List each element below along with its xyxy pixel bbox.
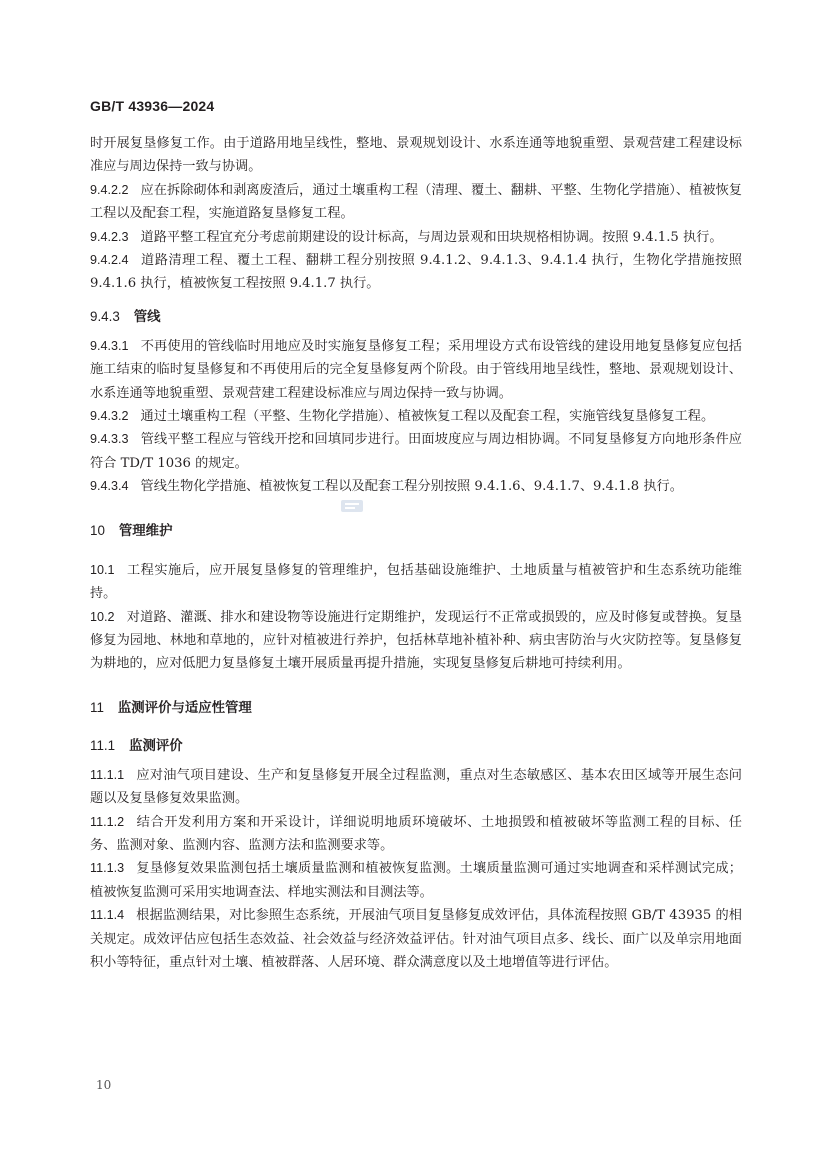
paragraph (90, 405, 742, 428)
paragraph (90, 811, 742, 858)
clause-text: 管理维护 (118, 522, 173, 538)
clause-text: 通过土壤重构工程（平整、生物化学措施）、植被恢复工程以及配套工程，实施管线复垦修复工程。 (140, 409, 715, 425)
clause-number: 9.4.3 (90, 308, 120, 324)
clause-number: 9.4.2.3 (90, 229, 129, 244)
clause-number: 11.1.2 (90, 814, 125, 829)
clause-number: 10.2 (90, 609, 115, 624)
clause-text: 时开展复垦修复工作。由于道路用地呈线性，整地、景观规划设计、水系连通等地貌重塑、景观营建工程建设标准应与周边保持一致与协调。 (90, 136, 742, 175)
clause-number: 9.4.3.2 (90, 409, 129, 424)
clause-number: 11.1.4 (90, 908, 125, 923)
clause-text: 管线 (133, 308, 161, 324)
standard-code: GB/T 43936—2024 (90, 98, 215, 114)
clause-text: 管线平整工程应与管线开挖和回填同步进行。田面坡度应与周边相协调。不同复垦修复方向地形条件应符合 TD/T 1036 的规定。 (90, 432, 742, 471)
subsection-heading (90, 736, 742, 756)
clause-number: 9.4.3.3 (90, 432, 129, 447)
clause-text: 根据监测结果，对比参照生态系统，开展油气项目复垦修复成效评估，具体流程按照 GB/T 43935 的相关规定。成效评估应包括生态效益、社会效益与经济效益评估。针对油气项目点多、线长、面广以及单宗用地面积小等特征，重点针对土壤、植被群落、人居环境、群众满意度以及土地增值等进行评估。 (90, 908, 742, 970)
paragraph (90, 335, 742, 405)
clause-text: 监测评价 (129, 737, 183, 753)
clause-number: 9.4.3.1 (90, 338, 129, 353)
clause-number: 10.1 (90, 562, 115, 577)
clause-text: 道路平整工程宜充分考虑前期建设的设计标高，与周边景观和田块规格相协调。按照 9.4.1.5 执行。 (140, 229, 723, 245)
clause-text: 对道路、灌溉、排水和建设物等设施进行定期维护，发现运行不正常或损毁的，应及时修复或替换。复垦修复为园地、林地和草地的，应针对植被进行养护，包括林草地补植补种、病虫害防治与火灾防控等。复垦修复为耕地的，应对低肥力复垦修复土壤开展质量再提升措施，实现复垦修复后耕地可持续利用。 (90, 609, 742, 672)
paragraph (90, 764, 742, 811)
clause-text: 工程实施后，应开展复垦修复的管理维护，包括基础设施维护、土地质量与植被管护和生态系统功能维持。 (90, 562, 742, 602)
paragraph (90, 904, 742, 974)
clause-text: 管线生物化学措施、植被恢复工程以及配套工程分别按照 9.4.1.6、9.4.1.7、9.4.1.8 执行。 (140, 479, 683, 495)
clause-text: 监测评价与适应性管理 (117, 699, 252, 715)
page-number: 10 (96, 1078, 112, 1092)
clause-text: 不再使用的管线临时用地应及时实施复垦修复工程；采用埋设方式布设管线的建设用地复垦修复应包括施工结束的临时复垦修复和不再使用后的完全复垦修复两个阶段。由于管线用地呈线性，整地、景观规划设计、水系连通等地貌重塑、景观营建工程建设标准应与周边保持一致与协调。 (90, 338, 742, 401)
paragraph (90, 559, 742, 606)
clause-text: 应对油气项目建设、生产和复垦修复开展全过程监测，重点对生态敏感区、基本农田区域等开展生态问题以及复垦修复效果监测。 (90, 767, 742, 807)
paragraph (90, 428, 742, 475)
clause-number: 11.1 (90, 737, 116, 753)
clause-number: 11.1.3 (90, 861, 125, 876)
clause-number: 10 (90, 522, 105, 538)
clause-text: 复垦修复效果监测包括土壤质量监测和植被恢复监测。土壤质量监测可通过实地调查和采样测试完成；植被恢复监测可采用实地调查法、样地实测法和目测法等。 (90, 861, 742, 900)
subsection-heading (90, 307, 742, 327)
section-heading (90, 521, 742, 541)
clause-text: 道路清理工程、覆土工程、翻耕工程分别按照 9.4.1.2、9.4.1.3、9.4.1.4 执行，生物化学措施按照 9.4.1.6 执行，植被恢复工程按照 9.4.1.7 执行。 (90, 253, 742, 292)
watermark-logo (340, 497, 364, 515)
clause-number: 11.1.1 (90, 767, 125, 782)
clause-number: 11 (90, 699, 104, 715)
paragraph (90, 132, 742, 179)
paragraph (90, 249, 742, 296)
body-content (90, 132, 742, 974)
clause-number: 9.4.3.4 (90, 479, 129, 494)
paragraph (90, 226, 742, 249)
clause-text: 结合开发利用方案和开采设计，详细说明地质环境破坏、土地损毁和植被破坏等监测工程的目标、任务、监测对象、监测内容、监测方法和监测要求等。 (90, 814, 742, 853)
paragraph (90, 857, 742, 904)
clause-number: 9.4.2.4 (90, 253, 129, 268)
paragraph (90, 475, 742, 498)
paragraph (90, 606, 742, 676)
section-heading (90, 698, 742, 718)
clause-number: 9.4.2.2 (90, 182, 129, 197)
clause-text: 应在拆除砌体和剥离废渣后，通过土壤重构工程（清理、覆土、翻耕、平整、生物化学措施）、植被恢复工程以及配套工程，实施道路复垦修复工程。 (90, 182, 742, 222)
paragraph (90, 179, 742, 226)
